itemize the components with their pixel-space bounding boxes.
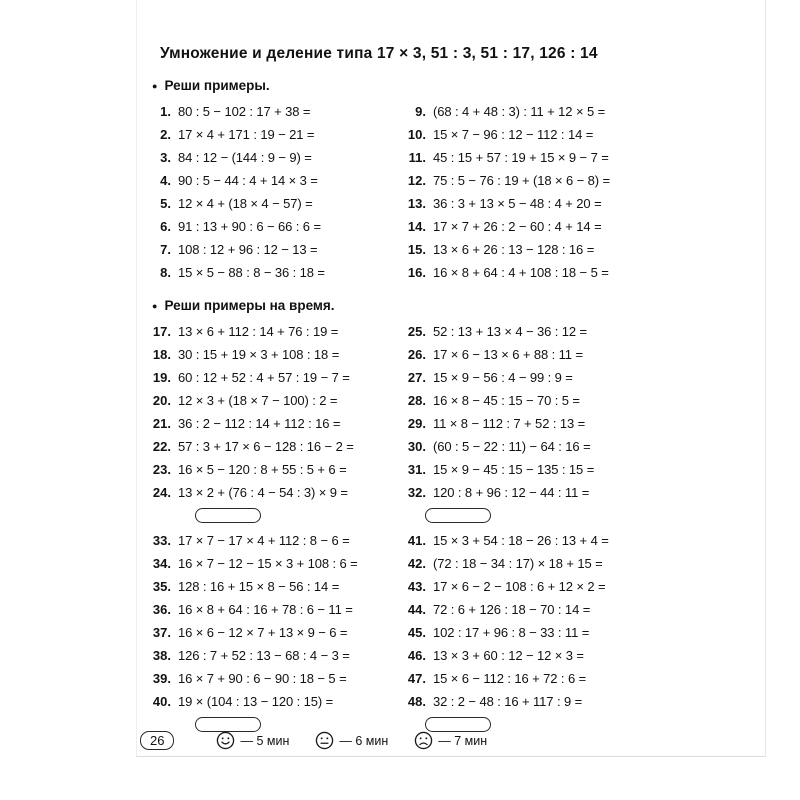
problem-row (140, 146, 398, 169)
section-2-block-2 (140, 529, 700, 713)
problem-row (398, 215, 700, 238)
problem-number: 22. (152, 439, 171, 454)
problem-number: 26. (407, 347, 426, 362)
problem-number: 25. (407, 324, 426, 339)
page-number-badge: 26 (140, 731, 174, 750)
problem-row (398, 529, 700, 552)
problem-expression: 15 × 5 − 88 : 8 − 36 : 18 = (178, 265, 325, 280)
problem-expression: 57 : 3 + 17 × 6 − 128 : 16 − 2 = (178, 439, 354, 454)
problem-number: 34. (152, 556, 171, 571)
problem-row (398, 575, 700, 598)
problem-expression: 16 × 7 + 90 : 6 − 90 : 18 − 5 = (178, 671, 347, 686)
time-legend-item (315, 731, 388, 750)
problem-row (140, 215, 398, 238)
problem-expression: 102 : 17 + 96 : 8 − 33 : 11 = (433, 625, 590, 640)
time-blanks-row (140, 508, 700, 525)
problem-row (140, 343, 398, 366)
problem-expression: 30 : 15 + 19 × 3 + 108 : 18 = (178, 347, 340, 362)
problems-column (140, 100, 398, 284)
problem-row (140, 575, 398, 598)
problem-number: 30. (407, 439, 426, 454)
problem-number: 42. (407, 556, 426, 571)
problem-expression: 36 : 3 + 13 × 5 − 48 : 4 + 20 = (433, 196, 602, 211)
section-header-2 (140, 297, 700, 315)
problem-row (398, 412, 700, 435)
problem-number: 35. (152, 579, 171, 594)
time-legend-label: — 5 мин (240, 733, 290, 748)
section-title: Реши примеры на время. (164, 298, 335, 313)
problem-row (398, 621, 700, 644)
problem-number: 2. (160, 127, 171, 142)
problem-expression: 75 : 5 − 76 : 19 + (18 × 6 − 8) = (433, 173, 611, 188)
problem-row (140, 192, 398, 215)
problem-expression: (72 : 18 − 34 : 17) × 18 + 15 = (433, 556, 603, 571)
workbook-page (140, 44, 700, 738)
problem-number: 28. (407, 393, 426, 408)
problem-number: 20. (152, 393, 171, 408)
problem-number: 15. (407, 242, 426, 257)
problem-expression: 32 : 2 − 48 : 16 + 117 : 9 = (433, 694, 583, 709)
time-answer-oval (195, 717, 261, 732)
problems-column (398, 529, 700, 713)
problem-number: 27. (407, 370, 426, 385)
problem-expression: 120 : 8 + 96 : 12 − 44 : 11 = (433, 485, 590, 500)
problem-row (140, 644, 398, 667)
page-title: Умножение и деление типа 17 × 3, 51 : 3, 51 : 17, 126 : 14 (160, 45, 598, 62)
problem-number: 21. (152, 416, 171, 431)
problem-row (140, 320, 398, 343)
problem-expression: 13 × 6 + 26 : 13 − 128 : 16 = (433, 242, 595, 257)
problem-number: 36. (152, 602, 171, 617)
problem-expression: 15 × 9 − 45 : 15 − 135 : 15 = (433, 462, 595, 477)
problem-expression: 17 × 6 − 13 × 6 + 88 : 11 = (433, 347, 583, 362)
problem-row (398, 458, 700, 481)
problem-number: 5. (160, 196, 171, 211)
problem-expression: 12 × 4 + (18 × 4 − 57) = (178, 196, 313, 211)
problem-expression: 126 : 7 + 52 : 13 − 68 : 4 − 3 = (178, 648, 350, 663)
problem-number: 46. (407, 648, 426, 663)
problem-row (140, 169, 398, 192)
problem-number: 8. (160, 265, 171, 280)
problem-row (140, 458, 398, 481)
neutral-face-icon (315, 731, 334, 750)
problem-number: 18. (152, 347, 171, 362)
problem-expression: 128 : 16 + 15 × 8 − 56 : 14 = (178, 579, 340, 594)
problem-row (398, 100, 700, 123)
problem-row (140, 412, 398, 435)
problem-row (140, 690, 398, 713)
problem-number: 43. (407, 579, 426, 594)
problem-expression: 16 × 8 + 64 : 16 + 78 : 6 − 11 = (178, 602, 353, 617)
problem-expression: 16 × 5 − 120 : 8 + 55 : 5 + 6 = (178, 462, 347, 477)
problem-row (398, 123, 700, 146)
problem-number: 6. (160, 219, 171, 234)
problem-row (140, 481, 398, 504)
problem-number: 19. (152, 370, 171, 385)
problem-expression: 17 × 7 − 17 × 4 + 112 : 8 − 6 = (178, 533, 350, 548)
problem-row (140, 598, 398, 621)
problem-expression: 13 × 2 + (76 : 4 − 54 : 3) × 9 = (178, 485, 348, 500)
problem-expression: 13 × 3 + 60 : 12 − 12 × 3 = (433, 648, 584, 663)
problem-row (398, 366, 700, 389)
problem-row (140, 238, 398, 261)
problem-row (140, 667, 398, 690)
problem-number: 40. (152, 694, 171, 709)
section-1-problems (140, 100, 700, 284)
problem-expression: 16 × 8 − 45 : 15 − 70 : 5 = (433, 393, 580, 408)
problems-column (140, 320, 398, 504)
problem-row (398, 690, 700, 713)
problem-row (398, 343, 700, 366)
problem-row (140, 366, 398, 389)
problem-expression: 36 : 2 − 112 : 14 + 112 : 16 = (178, 416, 341, 431)
problem-expression: 15 × 7 − 96 : 12 − 112 : 14 = (433, 127, 594, 142)
problem-row (140, 435, 398, 458)
problem-number: 44. (407, 602, 426, 617)
time-answer-oval (425, 508, 491, 523)
problem-row (140, 100, 398, 123)
problem-number: 7. (160, 242, 171, 257)
section-header-1 (140, 77, 700, 95)
problem-number: 39. (152, 671, 171, 686)
problem-row (398, 169, 700, 192)
problem-expression: 12 × 3 + (18 × 7 − 100) : 2 = (178, 393, 338, 408)
problems-column (398, 320, 700, 504)
time-legend-item (216, 731, 289, 750)
time-legend-label: — 6 мин (339, 733, 389, 748)
problem-expression: 11 × 8 − 112 : 7 + 52 : 13 = (433, 416, 586, 431)
problem-row (140, 529, 398, 552)
bullet-icon: ● (152, 81, 158, 91)
problem-expression: 15 × 6 − 112 : 16 + 72 : 6 = (433, 671, 587, 686)
problems-column (140, 529, 398, 713)
problem-number: 45. (407, 625, 426, 640)
problem-expression: 108 : 12 + 96 : 12 − 13 = (178, 242, 318, 257)
bullet-icon: ● (152, 301, 158, 311)
problem-number: 38. (152, 648, 171, 663)
problem-row (398, 146, 700, 169)
problem-number: 17. (152, 324, 171, 339)
problem-row (140, 389, 398, 412)
problem-expression: (60 : 5 − 22 : 11) − 64 : 16 = (433, 439, 591, 454)
problem-row (140, 123, 398, 146)
problem-expression: 17 × 4 + 171 : 19 − 21 = (178, 127, 315, 142)
problem-number: 12. (407, 173, 426, 188)
problem-expression: 17 × 6 − 2 − 108 : 6 + 12 × 2 = (433, 579, 606, 594)
problem-expression: 72 : 6 + 126 : 18 − 70 : 14 = (433, 602, 591, 617)
sad-face-icon (414, 731, 433, 750)
problem-expression: 52 : 13 + 13 × 4 − 36 : 12 = (433, 324, 588, 339)
problem-row (398, 192, 700, 215)
problem-expression: 13 × 6 + 112 : 14 + 76 : 19 = (178, 324, 339, 339)
time-answer-oval (195, 508, 261, 523)
problem-number: 10. (407, 127, 426, 142)
problem-row (398, 598, 700, 621)
problem-row (140, 621, 398, 644)
problem-row (398, 435, 700, 458)
problems-column (398, 100, 700, 284)
problem-expression: 84 : 12 − (144 : 9 − 9) = (178, 150, 312, 165)
problem-expression: 17 × 7 + 26 : 2 − 60 : 4 + 14 = (433, 219, 602, 234)
problem-number: 37. (152, 625, 171, 640)
page-footer (140, 731, 487, 750)
problem-number: 16. (407, 265, 426, 280)
problem-number: 1. (160, 104, 171, 119)
problem-number: 3. (160, 150, 171, 165)
problem-expression: 60 : 12 + 52 : 4 + 57 : 19 − 7 = (178, 370, 350, 385)
problem-number: 14. (407, 219, 426, 234)
time-legend-item (414, 731, 487, 750)
problem-row (398, 238, 700, 261)
problem-expression: 15 × 3 + 54 : 18 − 26 : 13 + 4 = (433, 533, 609, 548)
problem-number: 41. (407, 533, 426, 548)
problem-expression: 16 × 6 − 12 × 7 + 13 × 9 − 6 = (178, 625, 348, 640)
problem-expression: 16 × 7 − 12 − 15 × 3 + 108 : 6 = (178, 556, 358, 571)
problem-row (398, 481, 700, 504)
problem-row (140, 261, 398, 284)
problem-expression: 45 : 15 + 57 : 19 + 15 × 9 − 7 = (433, 150, 609, 165)
problem-expression: 16 × 8 + 64 : 4 + 108 : 18 − 5 = (433, 265, 609, 280)
time-legend-label: — 7 мин (438, 733, 488, 748)
problem-row (398, 261, 700, 284)
problem-row (398, 644, 700, 667)
problem-number: 24. (152, 485, 171, 500)
problem-number: 23. (152, 462, 171, 477)
section-2-block-1 (140, 320, 700, 504)
problem-number: 32. (407, 485, 426, 500)
problem-number: 29. (407, 416, 426, 431)
problem-number: 48. (407, 694, 426, 709)
section-title: Реши примеры. (164, 78, 270, 93)
problem-expression: 80 : 5 − 102 : 17 + 38 = (178, 104, 311, 119)
problem-row (398, 389, 700, 412)
problem-row (398, 552, 700, 575)
problem-expression: 15 × 9 − 56 : 4 − 99 : 9 = (433, 370, 573, 385)
problem-number: 47. (407, 671, 426, 686)
problem-number: 31. (407, 462, 426, 477)
problem-expression: 91 : 13 + 90 : 6 − 66 : 6 = (178, 219, 321, 234)
time-answer-oval (425, 717, 491, 732)
problem-expression: 19 × (104 : 13 − 120 : 15) = (178, 694, 334, 709)
problem-row (398, 667, 700, 690)
problem-number: 33. (152, 533, 171, 548)
problem-expression: (68 : 4 + 48 : 3) : 11 + 12 × 5 = (433, 104, 606, 119)
problem-expression: 90 : 5 − 44 : 4 + 14 × 3 = (178, 173, 318, 188)
problem-number: 11. (408, 150, 426, 165)
problem-number: 13. (407, 196, 426, 211)
problem-number: 4. (160, 173, 171, 188)
problem-number: 9. (415, 104, 426, 119)
happy-face-icon (216, 731, 235, 750)
problem-row (140, 552, 398, 575)
problem-row (398, 320, 700, 343)
